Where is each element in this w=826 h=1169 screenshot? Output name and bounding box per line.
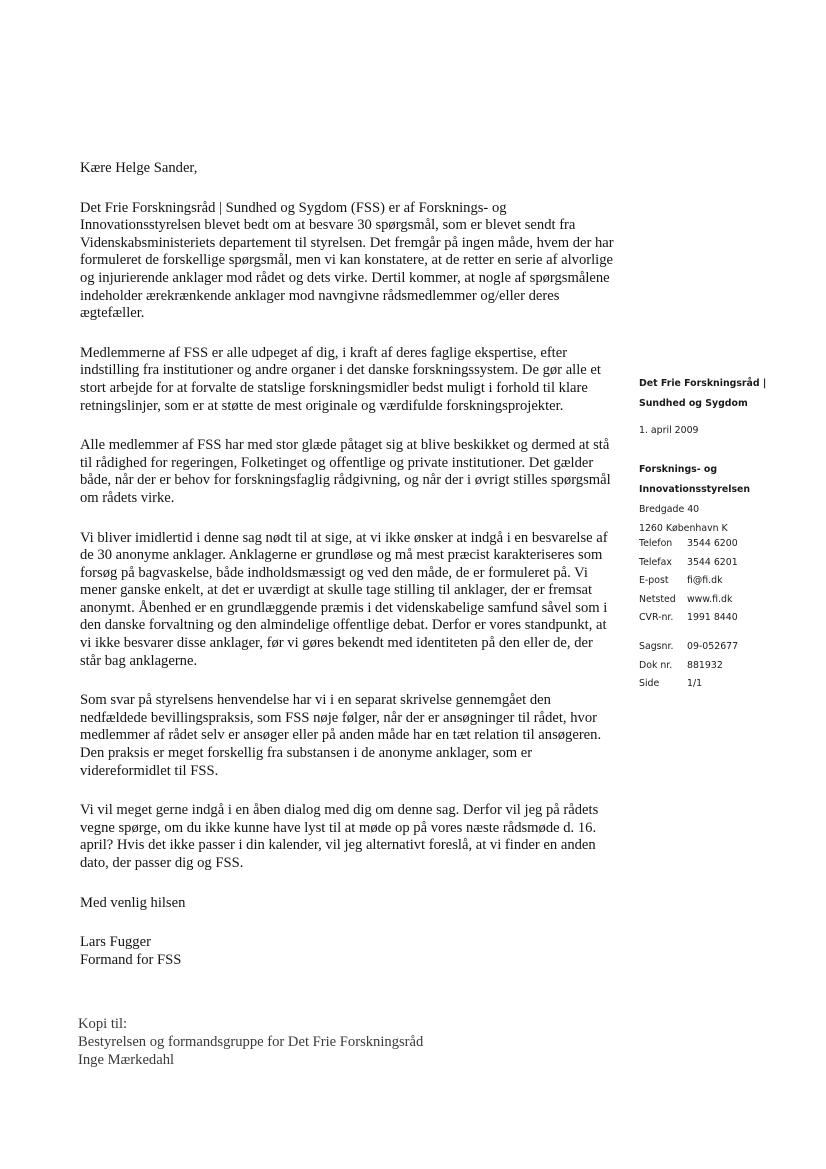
contact-value: fi@fi.dk bbox=[687, 575, 723, 587]
contact-label: Telefon bbox=[639, 538, 673, 549]
contact-value: 3544 6201 bbox=[687, 556, 738, 568]
paragraph-3: Alle medlemmer af FSS har med stor glæde påtaget sig at blive beskikket og dermed at stå til rådighed for regeringen, Folketinget og offentlige og private institutioner. Det gælder både, når der er behov for forskningsfaglig rådgivning, og når der i øvrigt stilles spørgsmål om rådets virke. bbox=[80, 437, 611, 506]
contact-value: 3544 6200 bbox=[687, 538, 738, 549]
contact-label: CVR-nr. bbox=[639, 612, 674, 624]
sender-org-line-1: Det Frie Forskningsråd | bbox=[639, 378, 767, 389]
case-value: 09-052677 bbox=[687, 640, 739, 652]
contact-value: www.fi.dk bbox=[687, 593, 733, 605]
contact-row-cvr bbox=[639, 612, 738, 631]
sender-org bbox=[639, 374, 799, 414]
case-label: Side bbox=[639, 678, 660, 690]
copy-to-line-2: Inge Mærkedahl bbox=[78, 1052, 175, 1068]
table-spacer bbox=[639, 631, 738, 641]
signer-title: Formand for FSS bbox=[80, 951, 182, 968]
recipient-address bbox=[639, 500, 799, 538]
copy-to-block bbox=[78, 1015, 498, 1069]
recipient-org bbox=[639, 460, 799, 500]
contact-value: 1991 8440 bbox=[687, 612, 738, 624]
case-label: Dok nr. bbox=[639, 659, 673, 671]
letter-body bbox=[80, 160, 615, 969]
contact-row-email bbox=[639, 575, 738, 594]
address-line-1: Bredgade 40 bbox=[639, 504, 700, 515]
paragraph-1: Det Frie Forskningsråd | Sundhed og Sygdom (FSS) er af Forsknings- og Innovationsstyrelsen blevet bedt om at besvare 30 spørgsmål, som er blevet sendt fra Videnskabsministeriets departement til styrelsen. Det fremgår på ingen måde, hvem der har formuleret de forskellige spørgsmål, men vi kan konstatere, at de retter en serie af alvorlige og injurierende anklager mod rådet og dets virke. Dertil kommer, at nogle af spørgsmålene indeholder ærekrænkende anklager mod navngivne rådsmedlemmer og/eller deres ægtefæller. bbox=[80, 199, 614, 322]
recipient-line-2: Innovationsstyrelsen bbox=[639, 484, 751, 495]
contact-label: E-post bbox=[639, 575, 669, 587]
sender-org-line-2: Sundhed og Sygdom bbox=[639, 398, 748, 409]
closing: Med venlig hilsen bbox=[80, 894, 186, 911]
copy-to-label: Kopi til: bbox=[78, 1016, 128, 1032]
address-line-2: 1260 København K bbox=[639, 523, 728, 534]
paragraph-4: Vi bliver imidlertid i denne sag nødt til at sige, at vi ikke ønsker at indgå i en besvarelse af de 30 anonyme anklager. Anklagerne er grundløse og må mest præcist karakteriseres som forsøg på bagvaskelse, både indholdsmæssigt og ved den måde, de er formuleret på. Vi mener ganske enkelt, at det er uværdigt at skulle tage stilling til anklager, der er fremsat anonymt. Åbenhed er en grundlæggende præmis i det videnskabelige samfund såvel som i den danske forvaltning og den almindelige offentlige debat. Derfor er vores standpunkt, at vi ikke besvarer disse anklager, før vi gøres bekendt med identiteten på den eller de, der står bag anklagerne. bbox=[80, 529, 608, 669]
paragraph-2: Medlemmerne af FSS er alle udpeget af dig, i kraft af deres faglige ekspertise, efter indstilling fra institutioner og andre organer i det danske forskningssystem. De gør alle et stort arbejde for at forvalte de statslige forskningsmidler bedst muligt i forhold til klare retningslinjer, som er at støtte de mest originale og værdifulde forskningsprojekter. bbox=[80, 344, 601, 414]
letterhead-sidebar bbox=[639, 374, 799, 697]
case-value: 881932 bbox=[687, 659, 723, 671]
contact-label: Netsted bbox=[639, 593, 676, 605]
contact-label: Telefax bbox=[639, 556, 672, 568]
case-row-number bbox=[639, 641, 738, 660]
case-row-document bbox=[639, 660, 738, 679]
paragraph-6: Vi vil meget gerne indgå i en åben dialog med dig om denne sag. Derfor vil jeg på rådets vegne spørge, om du ikke kunne have lyst til at møde op på vores næste rådsmøde d. 16. april? Hvis det ikke passer i din kalender, vil jeg alternativt foreslå, at vi finder en anden dato, der passer dig og FSS. bbox=[80, 802, 599, 871]
case-row-page bbox=[639, 678, 738, 697]
signature-block bbox=[80, 895, 615, 970]
paragraph-5: Som svar på styrelsens henvendelse har vi i en separat skrivelse gennemgået den nedfældede bevillingspraksis, som FSS nøje følger, når der er ansøgninger til rådet, hvor medlemmer af rådet selv er ansøger eller på anden måde har en tæt relation til ansøgeren. Den praksis er meget forskellig fra substansen i de anonyme anklager, som er videreformidlet til FSS. bbox=[80, 692, 602, 779]
salutation: Kære Helge Sander, bbox=[80, 160, 198, 176]
signer-name: Lars Fugger bbox=[80, 934, 151, 951]
contact-row-fax bbox=[639, 557, 738, 576]
letter-date: 1. april 2009 bbox=[639, 425, 699, 436]
contact-row-phone bbox=[639, 538, 738, 557]
case-value: 1/1 bbox=[687, 678, 703, 690]
contact-table bbox=[639, 538, 738, 697]
contact-row-website bbox=[639, 594, 738, 613]
copy-to-line-1: Bestyrelsen og formandsgruppe for Det Frie Forskningsråd bbox=[78, 1034, 424, 1050]
recipient-line-1: Forsknings- og bbox=[639, 464, 718, 475]
case-label: Sagsnr. bbox=[639, 640, 674, 652]
